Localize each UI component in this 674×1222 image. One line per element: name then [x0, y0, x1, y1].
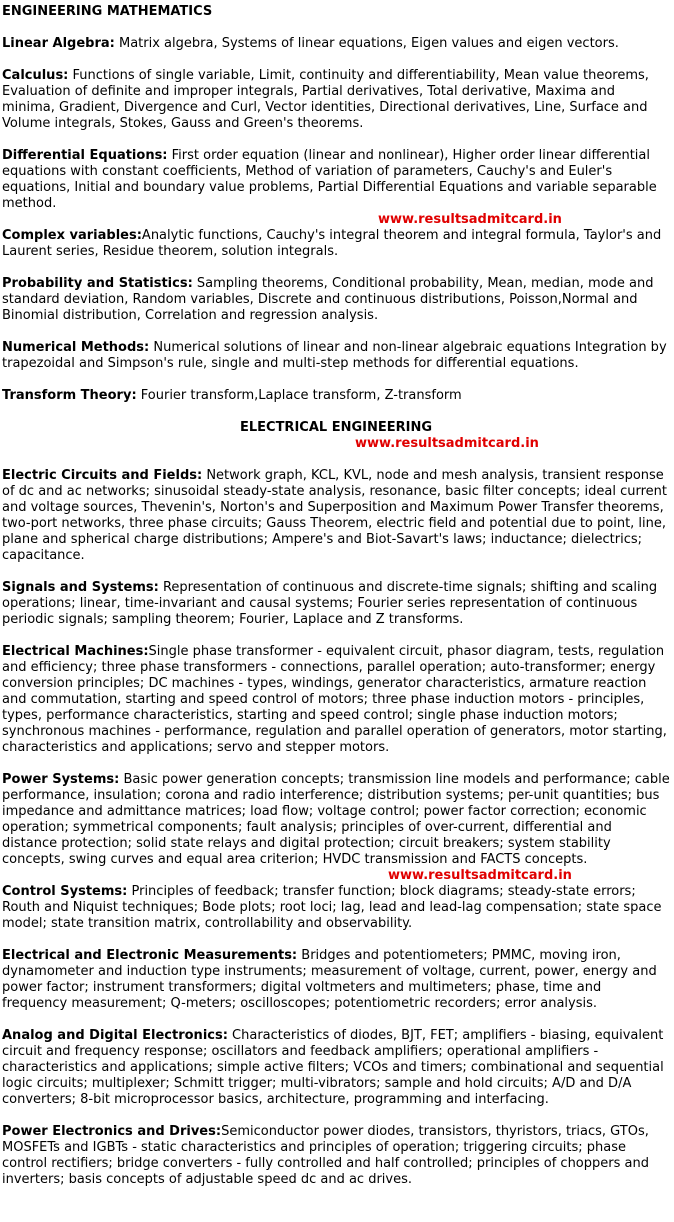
topic-body: Functions of single variable, Limit, continuity and differentiability, Mean value theorems, Evaluation of definite and improper integrals, Partial derivatives, Total derivative, Maxima and minima, Gradient, Divergence and Curl, Vector identities, Directional derivatives, Line, Surface and Volume integrals, Stokes, Gauss and Green's theorems.: [2, 68, 649, 131]
topic-numerical-methods: [2, 340, 670, 372]
topic-heading: Linear Algebra:: [2, 36, 115, 51]
topic-body: Analytic functions, Cauchy's integral theorem and integral formula, Taylor's and Laurent series, Residue theorem, solution integrals.: [2, 228, 662, 259]
watermark-row: [2, 868, 670, 884]
electrical-section-title: ELECTRICAL ENGINEERING: [239, 420, 433, 435]
topic-heading: Control Systems:: [2, 884, 128, 899]
watermark-link[interactable]: www.resultsadmitcard.in: [355, 436, 539, 451]
watermark-link[interactable]: www.resultsadmitcard.in: [378, 212, 562, 227]
topic-signals-systems: [2, 580, 670, 628]
topic-body: Network graph, KCL, KVL, node and mesh analysis, transient response of dc and ac networks; sinusoidal steady-state analysis, resonance, basic filter concepts; ideal current and voltage sources, Thevenin's, Norton's and Superposition and Maximum Power Transfer theorems, two-port networks, three phase circuits; Gauss Theorem, electric field and potential due to point, line, plane and spherical charge distributions; Ampere's and Biot-Savart's laws; inductance; dielectrics; capacitance.: [2, 468, 667, 563]
topic-body: Sampling theorems, Conditional probability, Mean, median, mode and standard deviation, Random variables, Discrete and continuous distributions, Poisson,Normal and Binomial distribution, Correlation and regression analysis.: [2, 276, 654, 323]
topic-heading: Electrical and Electronic Measurements:: [2, 948, 298, 963]
topic-body: Representation of continuous and discrete-time signals; shifting and scaling operations; linear, time-invariant and causal systems; Fourier series representation of continuous periodic signals; sampling theorem; Fourier, Laplace and Z transforms.: [2, 580, 658, 627]
topic-heading: Signals and Systems:: [2, 580, 159, 595]
topic-heading: Analog and Digital Electronics:: [2, 1028, 228, 1043]
topic-electrical-machines: [2, 644, 670, 756]
topic-body: Fourier transform,Laplace transform, Z-transform: [136, 388, 462, 403]
topic-heading: Transform Theory:: [2, 388, 137, 403]
topic-calculus: [2, 68, 670, 132]
topic-measurements: [2, 948, 670, 1012]
topic-body: Matrix algebra, Systems of linear equations, Eigen values and eigen vectors.: [114, 36, 619, 51]
topic-heading: Probability and Statistics:: [2, 276, 193, 291]
topic-analog-digital-electronics: [2, 1028, 670, 1108]
math-section-title: ENGINEERING MATHEMATICS: [2, 4, 213, 19]
topic-body: Principles of feedback; transfer function; block diagrams; steady-state errors; Routh and Niquist techniques; Bode plots; root loci; lag, lead and lead-lag compensation; state space model; state transition matrix, controllability and observability.: [2, 884, 662, 931]
watermark-row: [2, 436, 670, 452]
topic-body: Semiconductor power diodes, transistors, thyristors, triacs, GTOs, MOSFETs and IGBTs - static characteristics and principles of operation; triggering circuits; phase control rectifiers; bridge converters - fully controlled and half controlled; principles of choppers and inverters; basis concepts of adjustable speed dc and ac drives.: [2, 1124, 649, 1187]
topic-probability-statistics: [2, 276, 670, 324]
topic-heading: Numerical Methods:: [2, 340, 150, 355]
topic-heading: Electrical Machines:: [2, 644, 149, 659]
watermark-row: [2, 212, 670, 228]
topic-body: First order equation (linear and nonlinear), Higher order linear differential equations with constant coefficients, Method of variation of parameters, Cauchy's and Euler's equations, Initial and boundary value problems, Partial Differential Equations and variable separable method.: [2, 148, 657, 211]
topic-control-systems: [2, 884, 670, 932]
topic-power-systems: [2, 772, 670, 868]
topic-heading: Electric Circuits and Fields:: [2, 468, 203, 483]
topic-heading: Differential Equations:: [2, 148, 168, 163]
topic-heading: Complex variables:: [2, 228, 142, 243]
topic-heading: Calculus:: [2, 68, 69, 83]
topic-body: Characteristics of diodes, BJT, FET; amplifiers - biasing, equivalent circuit and frequency response; oscillators and feedback amplifiers; operational amplifiers - characteristics and applications; simple active filters; VCOs and timers; combinational and sequential logic circuits; multiplexer; Schmitt trigger; multi-vibrators; sample and hold circuits; A/D and D/A converters; 8-bit microprocessor basics, architecture, programming and interfacing.: [2, 1028, 664, 1107]
topic-body: Single phase transformer - equivalent circuit, phasor diagram, tests, regulation and efficiency; three phase transformers - connections, parallel operation; auto-transformer; energy conversion principles; DC machines - types, windings, generator characteristics, armature reaction and commutation, starting and speed control of motors; three phase induction motors - principles, types, performance characteristics, starting and speed control; single phase induction motors; synchronous machines - performance, regulation and parallel operation of generators, motor starting, characteristics and applications; servo and stepper motors.: [2, 644, 667, 755]
topic-body: Basic power generation concepts; transmission line models and performance; cable performance, insulation; corona and radio interference; distribution systems; per-unit quantities; bus impedance and admittance matrices; load flow; voltage control; power factor correction; economic operation; symmetrical components; fault analysis; principles of over-current, differential and distance protection; solid state relays and digital protection; circuit breakers; system stability concepts, swing curves and equal area criterion; HVDC transmission and FACTS concepts.: [2, 772, 670, 867]
topic-linear-algebra: [2, 36, 670, 52]
topic-transform-theory: [2, 388, 670, 404]
topic-differential-equations: [2, 148, 670, 212]
topic-body: Numerical solutions of linear and non-linear algebraic equations Integration by trapezoidal and Simpson's rule, single and multi-step methods for differential equations.: [2, 340, 667, 371]
topic-heading: Power Electronics and Drives:: [2, 1124, 222, 1139]
topic-complex-variables: [2, 228, 670, 260]
topic-heading: Power Systems:: [2, 772, 120, 787]
watermark-link[interactable]: www.resultsadmitcard.in: [388, 868, 572, 883]
topic-power-electronics-drives: [2, 1124, 670, 1188]
topic-electric-circuits: [2, 468, 670, 564]
topic-body: Bridges and potentiometers; PMMC, moving iron, dynamometer and induction type instruments; measurement of voltage, current, power, energy and power factor; instrument transformers; digital voltmeters and multimeters; phase, time and frequency measurement; Q-meters; oscilloscopes; potentiometric recorders; error analysis.: [2, 948, 657, 1011]
